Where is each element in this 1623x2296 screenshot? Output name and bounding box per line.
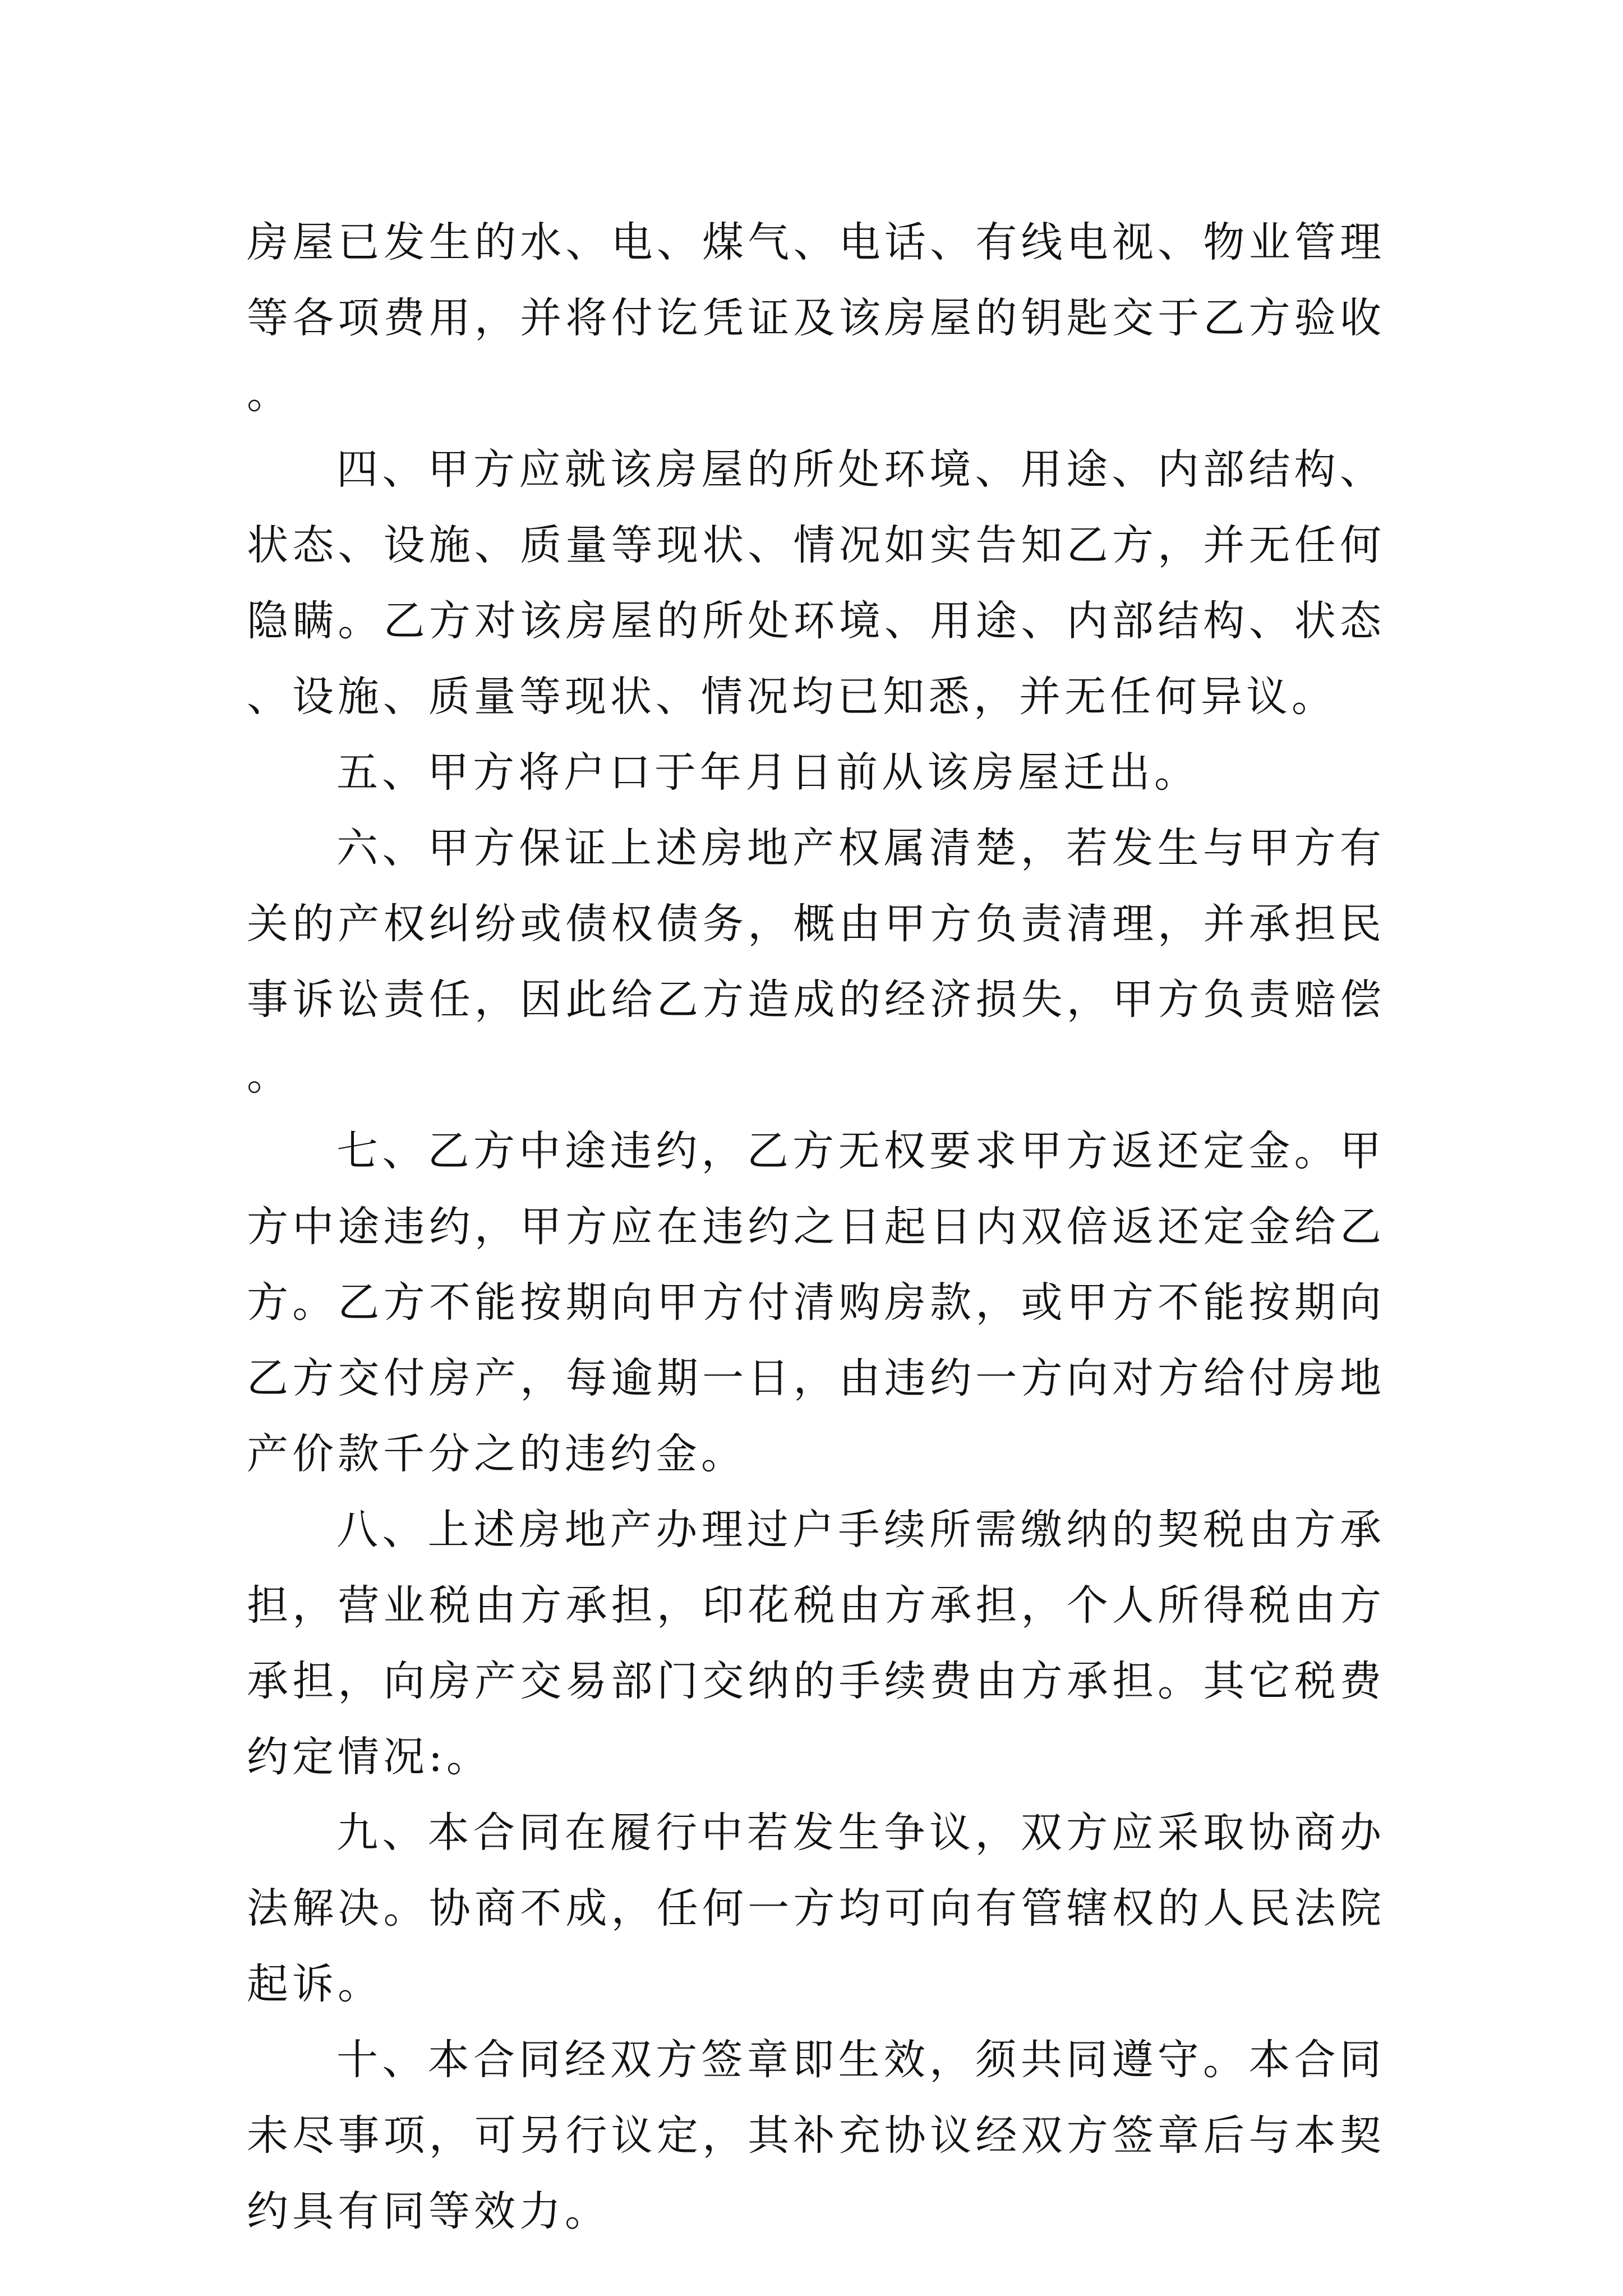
- paragraph-clause-7: 七、乙方中途违约，乙方无权要求甲方返还定金。甲方中途违约，甲方应在违约之日起日内双倍返还定金给乙方。乙方不能按期向甲方付清购房款，或甲方不能按期向乙方交付房产，每逾期一日，由违约一方向对方给付房地产价款千分之的违约金。: [247, 1127, 1385, 1478]
- paragraph-clause-8: 八、上述房地产办理过户手续所需缴纳的契税由方承担，营业税由方承担，印花税由方承担，个人所得税由方承担，向房产交易部门交纳的手续费由方承担。其它税费约定情况:。: [247, 1506, 1385, 1781]
- paragraph-clause-5: 五、甲方将户口于年月日前从该房屋迁出。: [336, 748, 1200, 797]
- paragraph-clause-9: 九、本合同在履行中若发生争议，双方应采取协商办法解决。协商不成，任何一方均可向有管辖权的人民法院起诉。: [247, 1809, 1385, 2008]
- paragraph-fees-handover: 房屋已发生的水、电、煤气、电话、有线电视、物业管理等各项费用，并将付讫凭证及该房屋的钥匙交于乙方验收。: [247, 218, 1385, 418]
- paragraph-clause-6: 六、甲方保证上述房地产权属清楚，若发生与甲方有关的产权纠纷或债权债务，概由甲方负责清理，并承担民事诉讼责任，因此给乙方造成的经济损失，甲方负责赔偿。: [247, 824, 1385, 1099]
- paragraph-clause-10: 十、本合同经双方签章即生效，须共同遵守。本合同未尽事项，可另行议定，其补充协议经双方签章后与本契约具有同等效力。: [247, 2036, 1385, 2235]
- paragraph-clause-4: 四、甲方应就该房屋的所处环境、用途、内部结构、状态、设施、质量等现状、情况如实告知乙方，并无任何隐瞒。乙方对该房屋的所处环境、用途、内部结构、状态、设施、质量等现状、情况均已知悉，并无任何异议。: [247, 445, 1385, 721]
- contract-body: [247, 205, 1385, 2249]
